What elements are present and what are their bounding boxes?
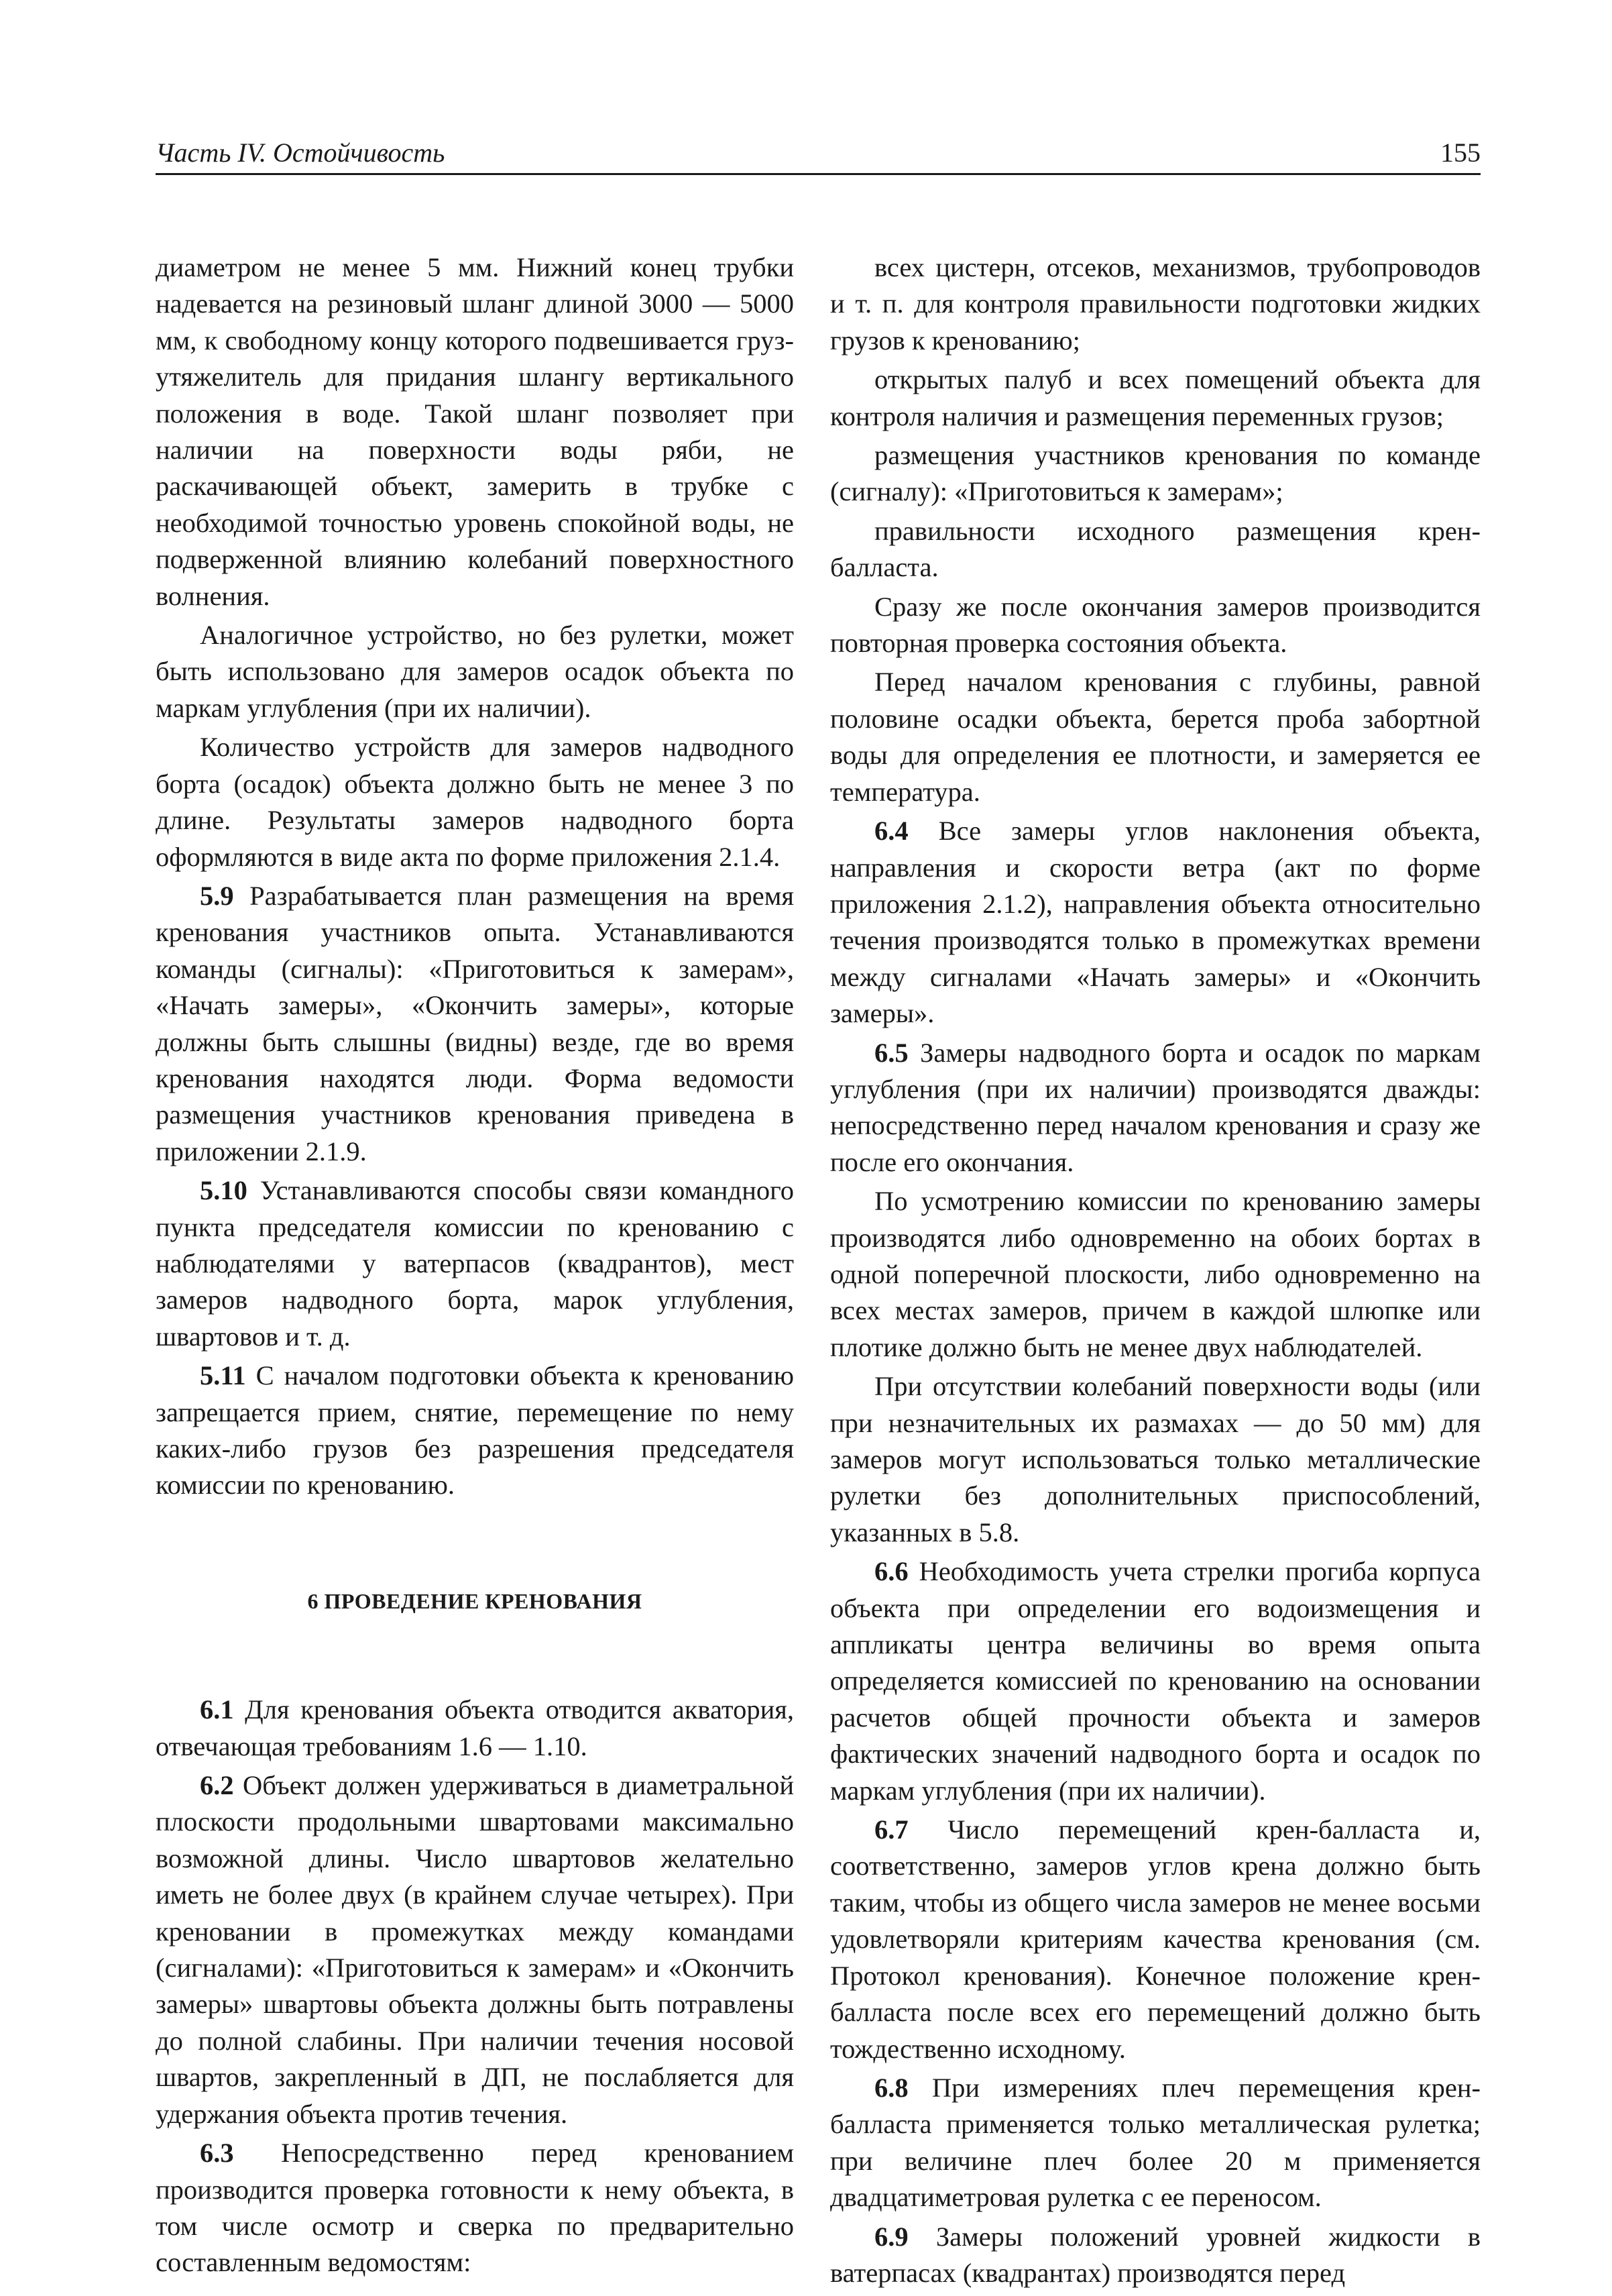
paragraph: По усмотрению комиссии по кренованию замеры производятся либо одновременно на обоих бортах в одной поперечной плоскости, либо одновременно на всех местах замеров, причем в каждой шлюпке или плотике должно быть не менее двух наблюдателей. — [830, 1186, 1481, 1362]
paragraph: Сразу же после окончания замеров производится повторная проверка состояния объекта. — [830, 591, 1481, 659]
clause-number: 6.6 — [874, 1556, 909, 1587]
paragraph-6-3 — [156, 2135, 794, 2281]
clause-text: Необходимость учета стрелки прогиба корпуса объекта при определении его водоизмещения и аппликаты центра величины во время опыта определяется комиссией по кренованию на основании расчетов общей прочности объекта и замеров фактических значений надводного борта и осадок по маркам углубления (при их наличии). — [830, 1556, 1481, 1806]
paragraph: размещения участников кренования по команде (сигналу): «Приготовиться к замерам»; — [830, 440, 1481, 507]
paragraph: Количество устройств для замеров надводного борта (осадок) объекта должно быть не менее 3 по длине. Результаты замеров надводного борта оформляются в виде акта по форме приложения 2.1.4. — [156, 732, 794, 872]
clause-text: Объект должен удерживаться в диаметральной плоскости продольными швартовами максимально возможной длины. Число швартовов желательно иметь не более двух (в крайнем случае четырех). При креновании в промежутках между командами (сигналами): «Приготовиться к замерам» и «Окончить замеры» швартовы объекта должны быть потравлены до полной слабины. При наличии течения носовой швартов, закрепленный в ДП, не послабляется для удержания объекта против течения. — [156, 1770, 794, 2129]
clause-number: 6.2 — [200, 1770, 234, 1801]
paragraph-6-2 — [156, 1767, 794, 2132]
clause-text: С началом подготовки объекта к кренованию запрещается прием, снятие, перемещение по нему каких-либо грузов без разрешения председателя комиссии по кренованию. — [156, 1360, 794, 1500]
clause-number: 5.10 — [200, 1175, 247, 1206]
paragraph-5-11 — [156, 1358, 794, 1504]
paragraph: правильности исходного размещения крен-балласта. — [830, 515, 1481, 583]
page-number: 155 — [1440, 138, 1481, 168]
section-heading: 6 ПРОВЕДЕНИЕ КРЕНОВАНИЯ — [307, 1588, 642, 1613]
paragraph-6-7 — [830, 1812, 1481, 2067]
clause-text: Все замеры углов наклонения объекта, направления и скорости ветра (акт по форме приложения 2.1.2), направления объекта относительно течения производятся только в промежутках времени между сигналами «Начать замеры» и «Окончить замеры». — [830, 816, 1481, 1029]
paragraph-5-10 — [156, 1172, 794, 1355]
clause-number: 6.3 — [200, 2138, 234, 2169]
paragraph: При отсутствии колебаний поверхности воды (или при незначительных их размахах — до 50 мм) для замеров могут использоваться только металлические рулетки без дополнительных приспособлений, указанных в 5.8. — [830, 1371, 1481, 1547]
clause-text: Число перемещений крен-балласта и, соответственно, замеров углов крена должно быть таким, чтобы из общего числа замеров не менее восьми удовлетворяли критериям качества кренования (см. Протокол кренования). Конечное положение крен-балласта после всех его перемещений должно быть тождественно исходному. — [830, 1814, 1481, 2064]
clause-text: Для кренования объекта отводится акватория, отвечающая требованиям 1.6 — 1.10. — [156, 1694, 794, 1761]
right-column — [830, 250, 1481, 2294]
paragraph-6-1 — [156, 1692, 794, 1765]
paragraph: Аналогичное устройство, но без рулетки, может быть использовано для замеров осадок объекта по маркам углубления (при их наличии). — [156, 620, 794, 723]
clause-number: 5.9 — [200, 880, 234, 911]
paragraph-6-5 — [830, 1035, 1481, 1181]
paragraph: Перед началом кренования с глубины, равной половине осадки объекта, берется проба забортной воды для определения ее плотности, и замеряется ее температура. — [830, 667, 1481, 807]
clause-number: 6.4 — [874, 816, 909, 846]
clause-text: Замеры надводного борта и осадок по маркам углубления (при их наличии) производятся дважды: непосредственно перед началом кренования и сразу же после его окончания. — [830, 1037, 1481, 1177]
paragraph-5-9 — [156, 878, 794, 1170]
clause-text: Непосредственно перед кренованием производится проверка готовности к нему объекта, в том числе осмотр и сверка по предварительно составленным ведомостям: — [156, 2138, 794, 2278]
paragraph: открытых палуб и всех помещений объекта для контроля наличия и размещения переменных грузов; — [830, 364, 1481, 431]
clause-number: 6.9 — [874, 2221, 909, 2252]
paragraph-6-6 — [830, 1553, 1481, 1809]
clause-number: 6.7 — [874, 1814, 909, 1845]
clause-number: 6.5 — [874, 1037, 909, 1068]
clause-text: Устанавливаются способы связи командного пункта председателя комиссии по кренованию с наблюдателями у ватерпасов (квадрантов), мест замеров надводного борта, марок углубления, швартовов и т. д. — [156, 1175, 794, 1352]
header-title: Часть IV. Остойчивость — [156, 138, 445, 168]
clause-number: 5.11 — [200, 1360, 246, 1391]
clause-text: Замеры положений уровней жидкости в ватерпасах (квадрантах) производятся перед — [830, 2221, 1481, 2288]
clause-number: 6.8 — [874, 2072, 909, 2103]
paragraph-6-9 — [830, 2219, 1481, 2292]
paragraph-6-8 — [830, 2070, 1481, 2216]
left-column — [156, 250, 794, 2284]
clause-text: При измерениях плеч перемещения крен-балласта применяется только металлическая рулетка; при величине плеч более 20 м применяется двадцатиметровая рулетка с ее переносом. — [830, 2072, 1481, 2213]
clause-text: Разрабатывается план размещения на время кренования участников опыта. Устанавливаются команды (сигналы): «Приготовиться к замерам», «Начать замеры», «Окончить замеры», которые должны быть слышны (видны) везде, где во время кренования находятся люди. Форма ведомости размещения участников кренования приведена в приложении 2.1.9. — [156, 880, 794, 1166]
clause-number: 6.1 — [200, 1694, 234, 1725]
paragraph: всех цистерн, отсеков, механизмов, трубопроводов и т. п. для контроля правильности подготовки жидких грузов к кренованию; — [830, 252, 1481, 356]
paragraph-6-4 — [830, 813, 1481, 1032]
paragraph: диаметром не менее 5 мм. Нижний конец трубки надевается на резиновый шланг длиной 3000 — 5000 мм, к свободному концу которого подвешивается груз-утяжелитель для придания шлангу вертикального положения в воде. Такой шланг позволяет при наличии на поверхности воды ряби, не раскачивающей объект, замерить в трубке с необходимой точностью уровень спокойной воды, не подверженной влиянию колебаний поверхностного волнения. — [156, 252, 794, 611]
running-header — [156, 131, 1481, 175]
